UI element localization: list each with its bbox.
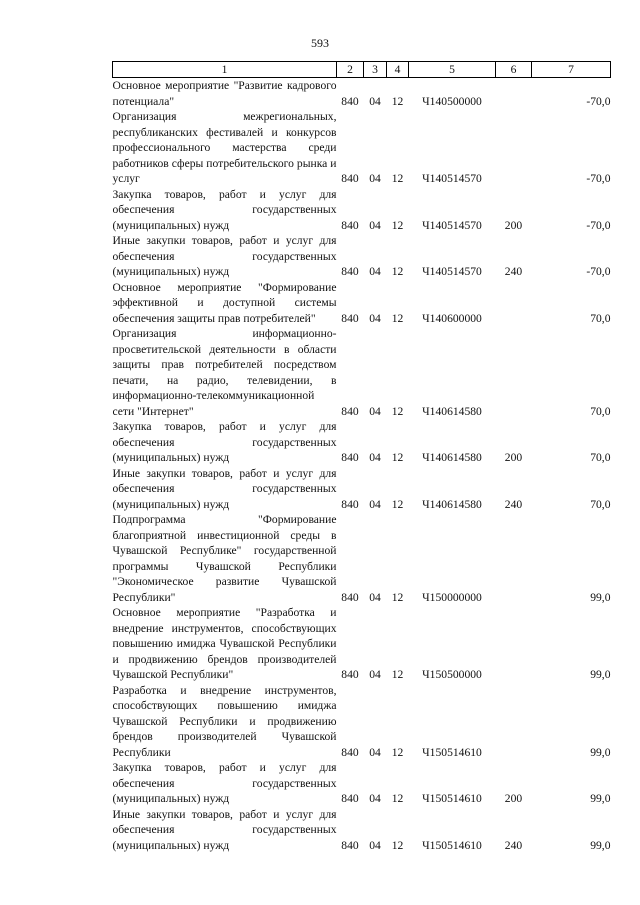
row-expense-type: 200 — [504, 451, 523, 464]
column-number: 5 — [409, 62, 496, 78]
row-amount: -70,0 — [586, 218, 611, 232]
row-section: 04 — [369, 590, 381, 604]
table-row — [113, 466, 611, 513]
page-number: 593 — [311, 36, 329, 50]
row-section: 04 — [369, 745, 381, 759]
row-name: Иные закупки товаров, работ и услуг для обеспечения государственных (муниципальных) нужд — [112, 807, 337, 852]
row-expense-type — [496, 683, 532, 761]
row-expense-type: 240 — [504, 497, 523, 511]
row-subsection: 12 — [391, 172, 404, 185]
row-section: 04 — [369, 497, 381, 511]
row-section: 04 — [369, 451, 381, 464]
row-target-article: Ч150514610 — [422, 838, 482, 852]
row-section: 04 — [369, 172, 381, 185]
row-subsection: 12 — [391, 265, 404, 278]
row-expense-type — [496, 605, 532, 683]
row-name: Закупка товаров, работ и услуг для обеспечения государственных (муниципальных) нужд — [112, 420, 337, 464]
table-row — [113, 280, 611, 327]
row-subsection: 12 — [391, 838, 404, 852]
row-section: 04 — [369, 404, 381, 418]
row-amount: 99,0 — [590, 590, 611, 604]
row-target-article: Ч150514610 — [422, 745, 482, 759]
row-name: Основное мероприятие "Формирование эффективной и доступной системы обеспечения защиты прав потребителей" — [112, 280, 337, 325]
row-target-article: Ч140514570 — [422, 218, 482, 232]
row-name: Иные закупки товаров, работ и услуг для обеспечения государственных (муниципальных) нужд — [112, 234, 337, 278]
row-amount: 70,0 — [590, 404, 611, 418]
row-subsection: 12 — [391, 404, 404, 418]
row-amount: -70,0 — [586, 172, 611, 185]
table-row — [113, 683, 611, 761]
table-body — [113, 78, 611, 854]
row-subsection: 12 — [391, 451, 404, 464]
row-target-article: Ч140614580 — [422, 497, 482, 511]
row-grbs: 840 — [341, 668, 359, 681]
row-name: Организация информационно-просветительской деятельности в области защиты прав потребителей посредством печати, на радио, телевидении, в информационно-телекоммуникационной сети "Интернет" — [112, 327, 337, 418]
row-grbs: 840 — [341, 311, 359, 325]
row-expense-type — [496, 280, 532, 327]
row-grbs: 840 — [341, 172, 359, 185]
row-target-article: Ч140614580 — [422, 451, 482, 464]
table-row — [113, 807, 611, 854]
table-row — [113, 605, 611, 683]
row-expense-type: 240 — [504, 265, 523, 278]
column-number: 2 — [337, 62, 364, 78]
row-subsection: 12 — [391, 497, 404, 511]
row-grbs: 840 — [341, 94, 359, 108]
table-row — [113, 326, 611, 419]
row-amount: 99,0 — [590, 668, 611, 681]
row-name: Закупка товаров, работ и услуг для обеспечения государственных (муниципальных) нужд — [112, 761, 337, 805]
row-target-article: Ч140600000 — [422, 311, 482, 325]
row-subsection: 12 — [391, 218, 404, 232]
row-expense-type: 200 — [504, 218, 523, 232]
row-target-article: Ч140614580 — [422, 404, 482, 418]
row-expense-type — [496, 78, 532, 110]
row-section: 04 — [369, 218, 381, 232]
row-section: 04 — [369, 792, 381, 805]
row-section: 04 — [369, 668, 381, 681]
row-grbs: 840 — [341, 451, 359, 464]
row-expense-type — [496, 512, 532, 605]
budget-table — [112, 61, 611, 853]
row-grbs: 840 — [341, 265, 359, 278]
row-target-article: Ч140500000 — [422, 94, 482, 108]
row-name: Основное мероприятие "Развитие кадрового потенциала" — [112, 79, 337, 108]
row-grbs: 840 — [341, 792, 359, 805]
row-target-article: Ч140514570 — [422, 265, 482, 278]
row-name: Основное мероприятие "Разработка и внедрение инструментов, способствующих повышению имиджа Чувашской Республики и продвижению брендов производителей Чувашской Республики" — [112, 606, 337, 681]
row-target-article: Ч150500000 — [422, 668, 482, 681]
row-amount: 70,0 — [590, 451, 611, 464]
row-section: 04 — [369, 94, 381, 108]
row-amount: 99,0 — [590, 745, 611, 759]
column-number: 7 — [532, 62, 611, 78]
row-subsection: 12 — [391, 792, 404, 805]
row-section: 04 — [369, 265, 381, 278]
row-expense-type: 240 — [504, 838, 523, 852]
table-row — [113, 419, 611, 466]
row-grbs: 840 — [341, 404, 359, 418]
row-amount: 99,0 — [590, 838, 611, 852]
row-grbs: 840 — [341, 745, 359, 759]
row-expense-type — [496, 326, 532, 419]
table-row — [113, 109, 611, 187]
row-section: 04 — [369, 838, 381, 852]
row-subsection: 12 — [391, 94, 404, 108]
row-name: Разработка и внедрение инструментов, способствующих повышению имиджа Чувашской Республики и продвижению брендов производителей Чувашской Республики — [112, 683, 337, 759]
column-number: 4 — [387, 62, 409, 78]
table-row — [113, 187, 611, 234]
row-name: Иные закупки товаров, работ и услуг для обеспечения государственных (муниципальных) нужд — [112, 466, 337, 511]
row-amount: -70,0 — [586, 94, 611, 108]
row-subsection: 12 — [391, 590, 404, 604]
row-expense-type: 200 — [504, 792, 523, 805]
row-grbs: 840 — [341, 838, 359, 852]
row-subsection: 12 — [391, 745, 404, 759]
row-name: Организация межрегиональных, республиканских фестивалей и конкурсов профессионального мастерства среди работников сферы потребительского рынка и услуг — [112, 110, 337, 185]
row-subsection: 12 — [391, 668, 404, 681]
row-amount: 70,0 — [590, 311, 611, 325]
row-amount: 99,0 — [590, 792, 611, 805]
row-target-article: Ч150000000 — [422, 590, 482, 604]
row-subsection: 12 — [391, 311, 404, 325]
row-target-article: Ч150514610 — [422, 792, 482, 805]
column-number-row — [113, 62, 611, 78]
table-row — [113, 512, 611, 605]
row-name: Подпрограмма "Формирование благоприятной инвестиционной среды в Чувашской Республике" государственной программы Чувашской Республики "Экономическое развитие Чувашской Республики" — [112, 513, 337, 604]
table-row — [113, 233, 611, 280]
row-target-article: Ч140514570 — [422, 172, 482, 185]
column-number: 3 — [364, 62, 387, 78]
row-section: 04 — [369, 311, 381, 325]
row-amount: 70,0 — [590, 497, 611, 511]
row-expense-type — [496, 109, 532, 187]
column-number: 6 — [496, 62, 532, 78]
row-amount: -70,0 — [586, 265, 611, 278]
row-grbs: 840 — [341, 497, 359, 511]
row-grbs: 840 — [341, 218, 359, 232]
table-row — [113, 760, 611, 807]
table-row — [113, 78, 611, 110]
column-number: 1 — [113, 62, 337, 78]
row-name: Закупка товаров, работ и услуг для обеспечения государственных (муниципальных) нужд — [112, 187, 337, 232]
row-grbs: 840 — [341, 590, 359, 604]
